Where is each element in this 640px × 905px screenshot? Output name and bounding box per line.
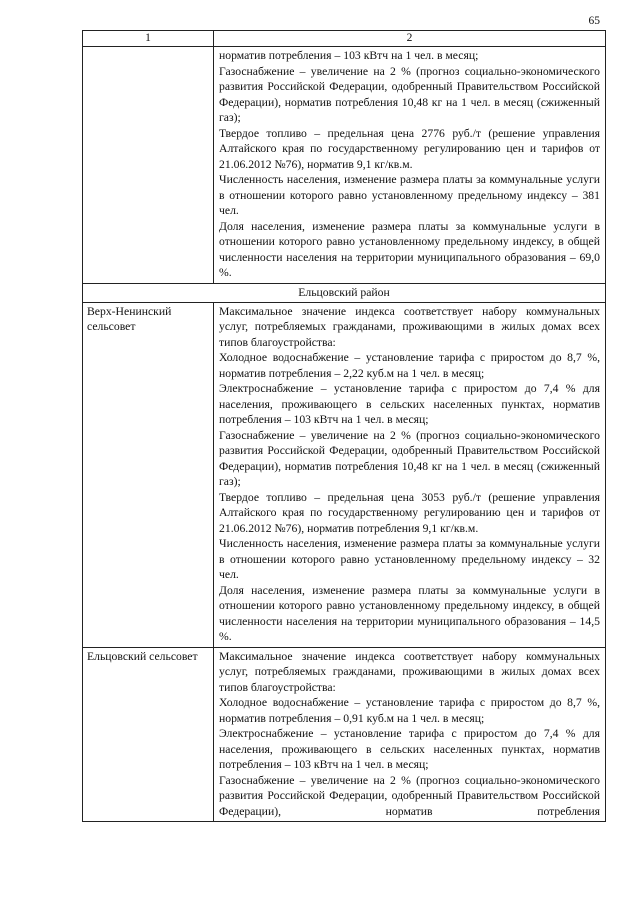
text-paragraph: норматив потребления – 103 кВтч на 1 чел. в месяц; [219, 49, 479, 62]
text-paragraph: Газоснабжение – увеличение на 2 % (прогноз социально-экономического развития Российской Федерации, одобренный Правительством Российской Федерации), норматив потребления 10,48 кг на 1 чел. в месяц (сжиженный газ); [219, 428, 600, 488]
district-title: Ельцовский район [83, 283, 606, 302]
header-col-1: 1 [83, 31, 214, 47]
text-paragraph: Твердое топливо – предельная цена 3053 руб./т (решение управления Алтайского края по государственному регулированию цен и тарифов от 21.06.2012 №76), норматив потребления 9,1 кг/кв.м. [219, 490, 600, 535]
text-paragraph: Доля населения, изменение размера платы за коммунальные услуги в отношении которого равно установленному предельному индексу, в общей численности населения на территории муниципального образования – 14,5 %. [219, 583, 600, 643]
text-paragraph: Газоснабжение – увеличение на 2 % (прогноз социально-экономического развития Российской Федерации, одобренный Правительством Российской Федерации), норматив потребления [219, 773, 600, 818]
municipality-name: Ельцовский сельсовет [83, 647, 214, 822]
indicator-text-cell [214, 47, 606, 284]
table-row [83, 47, 606, 284]
text-paragraph: Численность населения, изменение размера платы за коммунальные услуги в отношении которого равно установленному предельному индексу – 32 чел. [219, 537, 600, 581]
table-header-row [83, 31, 606, 47]
municipality-name-cell [83, 47, 214, 284]
table-row [83, 647, 606, 822]
text-paragraph: Твердое топливо – предельная цена 2776 руб./т (решение управления Алтайского края по государственному регулированию цен и тарифов от 21.06.2012 №76), норматив 9,1 кг/кв.м. [219, 126, 600, 171]
text-paragraph: Максимальное значение индекса соответствует набору коммунальных услуг, потребляемых гражданами, проживающими в жилых домах всех типов благоустройства: [219, 304, 600, 349]
text-paragraph: Доля населения, изменение размера платы за коммунальные услуги в отношении которого равно установленному предельному индексу, в общей численности населения на территории муниципального образования – 69,0 %. [219, 219, 600, 279]
header-col-2: 2 [214, 31, 606, 47]
document-table [82, 30, 606, 822]
text-paragraph: Электроснабжение – установление тарифа с приростом до 7,4 % для населения, проживающего в сельских населенных пунктах, норматив потребления – 103 кВтч на 1 чел. в месяц; [219, 727, 600, 771]
text-paragraph: Максимальное значение индекса соответствует набору коммунальных услуг, потребляемых гражданами, проживающими в жилых домах всех типов благоустройства: [219, 649, 600, 694]
district-row [83, 283, 606, 302]
page-number: 65 [588, 15, 600, 27]
text-paragraph: Холодное водоснабжение – установление тарифа с приростом до 8,7 %, норматив потребления – 2,22 куб.м на 1 чел. в месяц; [219, 351, 600, 380]
indicator-text-cell [214, 647, 606, 822]
text-paragraph: Холодное водоснабжение – установление тарифа с приростом до 8,7 %, норматив потребления – 0,91 куб.м на 1 чел. в месяц; [219, 696, 600, 725]
text-paragraph: Газоснабжение – увеличение на 2 % (прогноз социально-экономического развития Российской Федерации, одобренный Правительством Российской Федерации), норматив потребления 10,48 кг на 1 чел. в месяц (сжиженный газ); [219, 64, 600, 124]
indicator-text-cell [214, 302, 606, 647]
table-row [83, 302, 606, 647]
text-paragraph: Численность населения, изменение размера платы за коммунальные услуги в отношении которого равно установленному предельному индексу – 381 чел. [219, 173, 600, 217]
text-paragraph: Электроснабжение – установление тарифа с приростом до 7,4 % для населения, проживающего в сельских населенных пунктах, норматив потребления – 103 кВтч на 1 чел. в месяц; [219, 382, 600, 426]
municipality-name: Верх-Ненинский сельсовет [83, 302, 214, 647]
